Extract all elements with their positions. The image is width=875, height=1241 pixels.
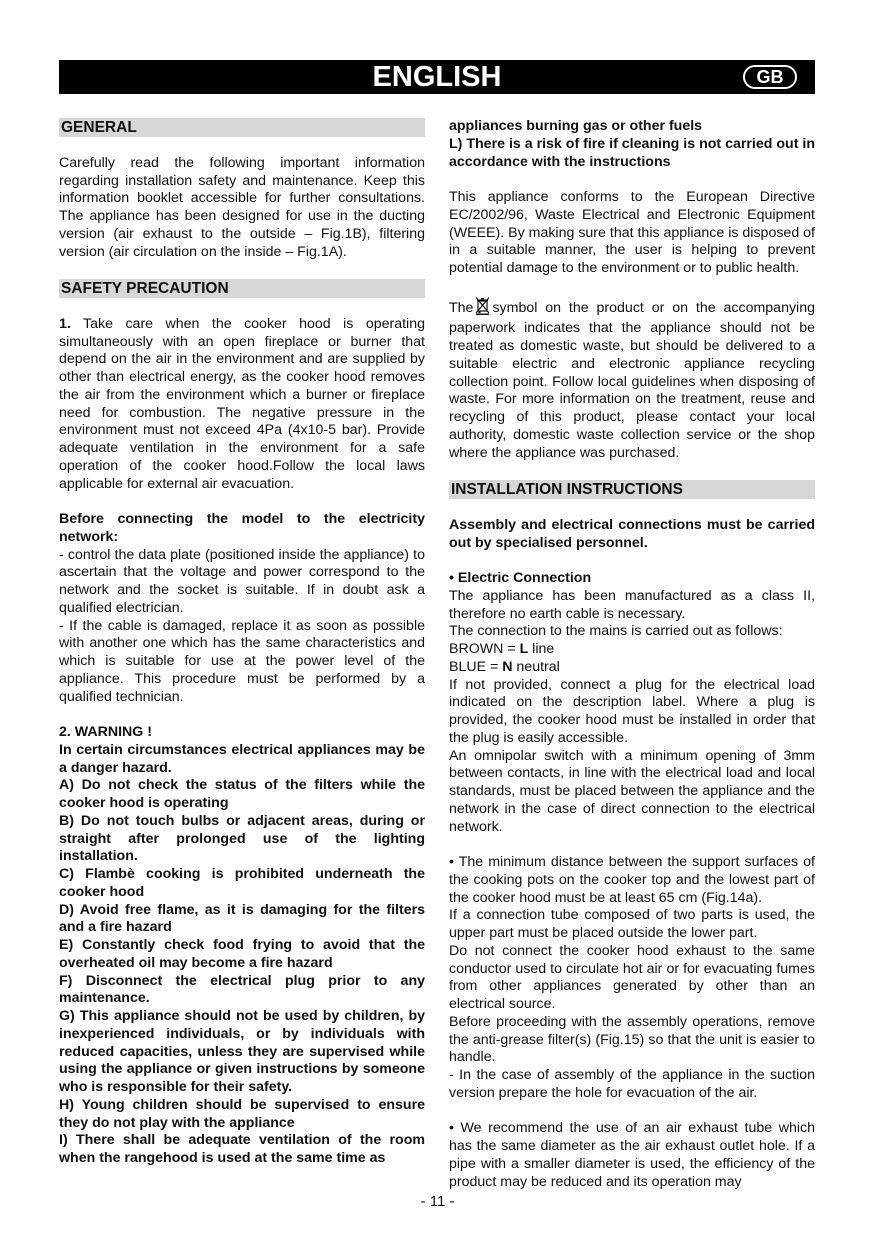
page-number: - 11 -: [420, 1193, 455, 1210]
safety-heading: SAFETY PRECAUTION: [59, 279, 425, 298]
left-column: [59, 118, 425, 1168]
electric-connection-1: The appliance has been manufactured as a class II, therefore no earth cable is necessary.: [449, 587, 815, 622]
general-paragraph: Carefully read the following important information regarding installation safety and maintenance. Keep this information booklet accessible for further consultations. The appliance has been designed for use in the ducting version (air exhaust to the outside – Fig.1B), filtering version (air circulation on the inside – Fig.1A).: [59, 154, 425, 260]
minimum-distance-4: Before proceeding with the assembly operations, remove the anti-grease filter(s) (Fig.15) so that the unit is easier to handle.: [449, 1013, 815, 1066]
general-heading: GENERAL: [59, 118, 425, 137]
symbol-text-post: symbol on the product or on the accompanying paperwork indicates that the appliance should not be treated as domestic waste, but should be delivered to a suitable electric and electronic appliance recycling collection point. Follow local guidelines when disposing of waste. For more information on the treatment, reuse and recycling of this product, please contact your local authority, domestic waste collection service or the shop where the appliance was purchased.: [449, 299, 815, 461]
symbol-text-pre: The: [449, 299, 474, 316]
safety-item-1: [59, 316, 425, 494]
electric-connection-3: If not provided, connect a plug for the electrical load indicated on the description label. Where a plug is provided, the cooker hood must be installed in order that the plug is easily accessible.: [449, 676, 815, 746]
safety-item-text: Take care when the cooker hood is operating simultaneously with an open fireplace or burner that depend on the air in the environment and are supplied by other than electrical energy, as the cooker hood removes the air from the environment which a burner or fireplace need for combustion. The negative pressure in the environment must not exceed 4Pa (4x10-5 bar). Provide adequate ventilation in the environment for a safe operation of the cooker hood.Follow the local laws applicable for external air evacuation.: [59, 315, 425, 492]
before-connecting-heading: Before connecting the model to the electricity network:: [59, 511, 425, 545]
warning-item-i: I) There shall be adequate ventilation of the room when the rangehood is used at the same time as: [59, 1132, 425, 1166]
blue-label: BLUE =: [449, 658, 503, 675]
blue-desc: neutral: [512, 658, 560, 675]
right-column: [449, 118, 815, 1191]
before-connecting-1: - control the data plate (positioned inside the appliance) to ascertain that the voltage and power correspond to the network and the socket is suitable. If in doubt ask a qualified electrician.: [59, 546, 425, 616]
warning-item-e: E) Constantly check food frying to avoid that the overheated oil may become a fire hazard: [59, 937, 425, 971]
warning-continued: appliances burning gas or other fuels: [449, 118, 703, 134]
crossed-bin-icon: [475, 296, 490, 321]
country-badge: GB: [743, 65, 797, 89]
brown-label: BROWN =: [449, 641, 520, 657]
minimum-distance-5: - In the case of assembly of the appliance in the suction version prepare the hole for evacuation of the air.: [449, 1067, 815, 1101]
installation-heading: INSTALLATION INSTRUCTIONS: [449, 480, 815, 499]
weee-paragraph: This appliance conforms to the European Directive EC/2002/96, Waste Electrical and Electronic Equipment (WEEE). By making sure that this appliance is disposed of in a suitable manner, the user is helping to prevent potential damage to the environment or to public health.: [449, 189, 815, 276]
blue-wire-line: [449, 659, 815, 677]
brown-desc: line: [528, 641, 555, 657]
warning-title: 2. WARNING !: [59, 724, 153, 740]
warning-item-d: D) Avoid free flame, as it is damaging for the filters and a fire hazard: [59, 901, 425, 936]
warning-intro: In certain circumstances electrical appliances may be a danger hazard.: [59, 741, 425, 776]
recommendation-paragraph: • We recommend the use of an air exhaust tube which has the same diameter as the air exhaust outlet hole. If a pipe with a smaller diameter is used, the efficiency of the product may be reduced and its operation may: [449, 1120, 815, 1190]
brown-wire-line: [449, 641, 815, 659]
minimum-distance-3: Do not connect the cooker hood exhaust to the same conductor used to circulate hot air or for evacuating fumes from other appliances generated by other than an electrical source.: [449, 942, 815, 1012]
minimum-distance-1: • The minimum distance between the support surfaces of the cooking pots on the cooker top and the lowest part of the cooker hood must be at least 65 cm (Fig.14a).: [449, 854, 815, 906]
assembly-notice: Assembly and electrical connections must be carried out by specialised personnel.: [449, 516, 815, 551]
page-title: ENGLISH: [372, 61, 502, 93]
before-connecting-2: - If the cable is damaged, replace it as soon as possible with another one which has the same characteristics and which is suitable for use at the power level of the appliance. This procedure must be performed by a qualified technician.: [59, 617, 425, 705]
warning-item-a: A) Do not check the status of the filters while the cooker hood is operating: [59, 777, 425, 811]
weee-symbol-paragraph: [449, 296, 815, 463]
electric-connection-4: An omnipolar switch with a minimum opening of 3mm between contacts, in line with the electrical load and local standards, must be placed between the appliance and the network in the case of direct connection to the electrical network.: [449, 747, 815, 835]
minimum-distance-2: If a connection tube composed of two parts is used, the upper part must be placed outside the lower part.: [449, 907, 815, 941]
electric-connection-2: The connection to the mains is carried out as follows:: [449, 623, 783, 640]
warning-item-b: B) Do not touch bulbs or adjacent areas, during or straight after prolonged use of the lighting installation.: [59, 812, 425, 865]
warning-item-l: L) There is a risk of fire if cleaning is not carried out in accordance with the instructions: [449, 135, 815, 170]
warning-item-g: G) This appliance should not be used by children, by inexperienced individuals, or by individuals with reduced capacities, unless they are supervised while using the appliance or given instructions by someone who is responsible for their safety.: [59, 1008, 425, 1095]
language-banner: [59, 60, 815, 94]
warning-item-f: F) Disconnect the electrical plug prior to any maintenance.: [59, 972, 425, 1007]
brown-key: L: [519, 641, 529, 657]
electric-connection-heading: • Electric Connection: [449, 570, 592, 586]
blue-key: N: [502, 658, 513, 675]
safety-item-number: 1.: [59, 315, 71, 332]
warning-item-h: H) Young children should be supervised to ensure they do not play with the appliance: [59, 1096, 425, 1131]
warning-item-c: C) Flambè cooking is prohibited underneath the cooker hood: [59, 866, 425, 900]
